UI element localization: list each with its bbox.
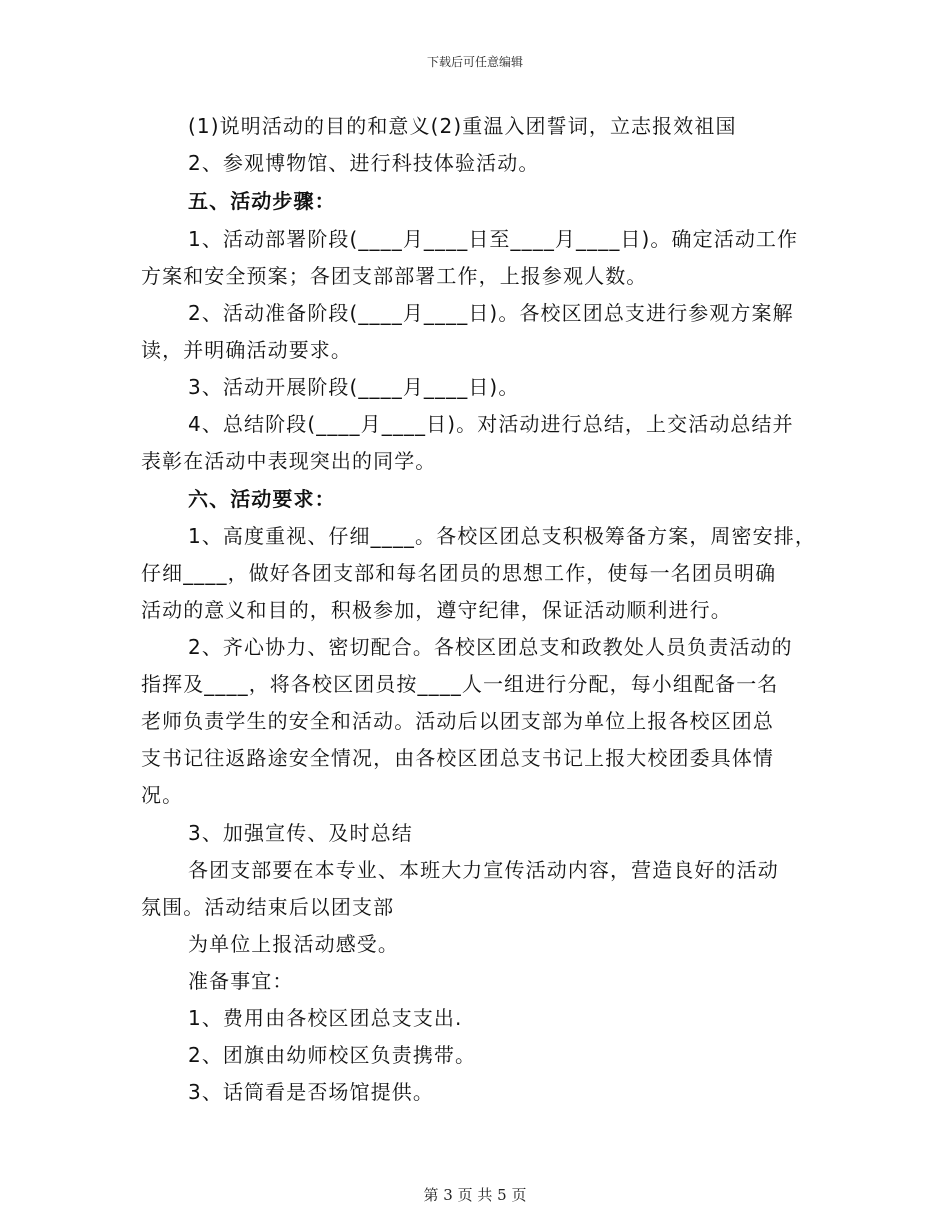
- text-line: 4、总结阶段(____月____日)。对活动进行总结，上交活动总结并: [188, 412, 794, 436]
- page-header: 下载后可任意编辑: [426, 55, 523, 69]
- text-line: 各团支部要在本专业、本班大力宣传活动内容，营造良好的活动: [188, 858, 779, 882]
- text-line: 1、高度重视、仔细____。各校区团总支积极筹备方案，周密安排，: [188, 524, 816, 548]
- text-line: (1)说明活动的目的和意义(2)重温入团誓词，立志报效祖国: [188, 114, 737, 138]
- text-line: 3、加强宣传、及时总结: [188, 821, 413, 845]
- text-line: 氛围。活动结束后以团支部: [141, 895, 395, 919]
- text-line: 2、齐心协力、密切配合。各校区团总支和政教处人员负责活动的: [188, 635, 793, 659]
- text-line: 支书记往返路途安全情况，由各校区团总支书记上报大校团委具体情: [141, 746, 774, 770]
- text-line: 2、活动准备阶段(____月____日)。各校区团总支进行参观方案解: [188, 301, 794, 325]
- text-line: 准备事宜：: [188, 969, 294, 993]
- text-line: 3、活动开展阶段(____月____日)。: [188, 375, 520, 399]
- text-line: 况。: [141, 783, 184, 807]
- text-line: 2、参观博物馆、进行科技体验活动。: [188, 151, 540, 175]
- text-line: 活动的意义和目的，积极参加，遵守纪律，保证活动顺利进行。: [141, 598, 732, 622]
- text-line: 读，并明确活动要求。: [141, 338, 352, 362]
- text-line: 表彰在活动中表现突出的同学。: [141, 449, 437, 473]
- section-heading: 五、活动步骤：: [188, 189, 336, 213]
- page-footer: 第 3 页 共 5 页: [423, 1186, 527, 1204]
- text-line: 1、活动部署阶段(____月____日至____月____日)。确定活动工作: [188, 227, 799, 251]
- text-line: 指挥及____，将各校区团员按____人一组进行分配，每小组配备一名: [141, 672, 779, 696]
- text-line: 方案和安全预案；各团支部部署工作，上报参观人数。: [141, 264, 648, 288]
- text-line: 老师负责学生的安全和活动。活动后以团支部为单位上报各校区团总: [141, 709, 774, 733]
- text-line: 为单位上报活动感受。: [188, 932, 399, 956]
- text-line: 3、话筒看是否场馆提供。: [188, 1080, 434, 1104]
- text-line: 1、费用由各校区团总支支出.: [188, 1006, 463, 1030]
- text-line: 2、团旗由幼师校区负责携带。: [188, 1043, 477, 1067]
- text-line: 仔细____，做好各团支部和每名团员的思想工作，使每一名团员明确: [141, 561, 777, 585]
- section-heading: 六、活动要求：: [188, 487, 336, 511]
